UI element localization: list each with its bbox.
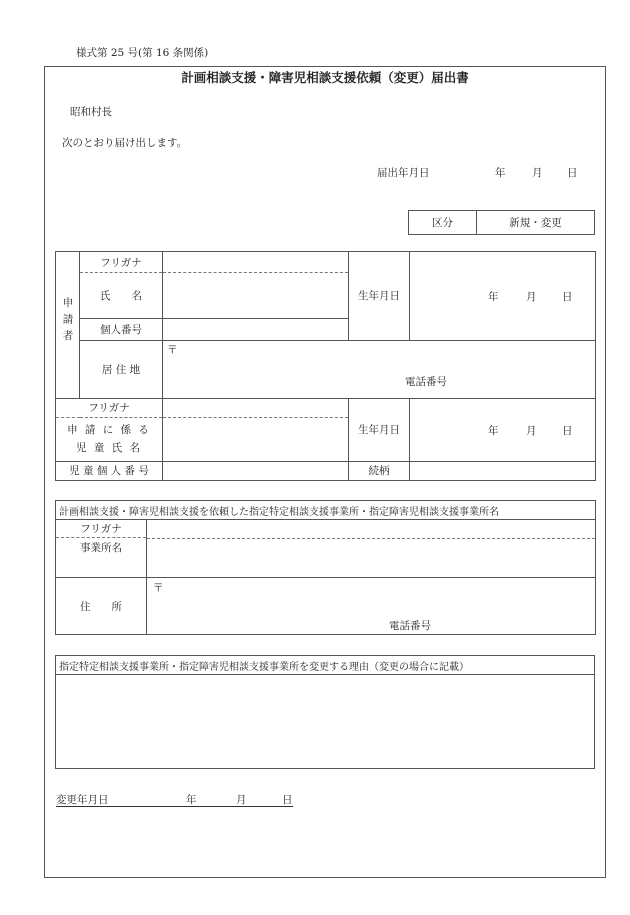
office-table [55, 500, 596, 635]
notification-year-label: 年 [495, 167, 506, 179]
applicant-name-label: 氏 名 [80, 273, 163, 319]
child-id-field[interactable] [163, 461, 349, 480]
applicant-birth-year: 年 [488, 290, 499, 303]
reason-header: 指定特定相談支援事業所・指定障害児相談支援事業所を変更する理由（変更の場合に記載） [56, 656, 595, 675]
applicant-table [55, 251, 596, 481]
child-relation-label: 続柄 [349, 461, 410, 480]
child-furigana-label: フリガナ [56, 399, 163, 417]
category-label: 区分 [409, 211, 477, 235]
change-date-year: 年 [186, 794, 197, 806]
applicant-birth-day: 日 [562, 290, 573, 303]
applicant-furigana-label: フリガナ [80, 252, 163, 273]
applicant-group-label [56, 252, 80, 399]
child-birth-month: 月 [526, 424, 537, 437]
applicant-birth-label: 生年月日 [349, 252, 410, 341]
change-date-month: 月 [236, 794, 247, 806]
child-birth-label: 生年月日 [349, 399, 410, 461]
form-title: 計画相談支援・障害児相談支援依頼（変更）届出書 [181, 70, 469, 85]
office-header: 計画相談支援・障害児相談支援を依頼した指定特定相談支援事業所・指定障害児相談支援事業所名 [56, 501, 596, 520]
reason-field[interactable] [56, 675, 595, 769]
change-date-day: 日 [282, 794, 293, 806]
applicant-group-text: 申請者 [61, 297, 74, 347]
change-date-line[interactable] [56, 792, 293, 807]
applicant-address-label: 居 住 地 [80, 340, 163, 398]
child-name-label [56, 417, 163, 461]
office-name-label: 事業所名 [56, 538, 147, 578]
office-postal-mark: 〒 [153, 582, 164, 594]
child-furigana-field[interactable] [163, 399, 349, 417]
category-box [408, 210, 595, 235]
office-address-label: 住 所 [56, 578, 147, 635]
office-name-field[interactable] [147, 520, 596, 578]
reason-table [55, 655, 595, 769]
change-date-label: 変更年月日 [56, 794, 109, 806]
office-address-field[interactable] [147, 578, 596, 635]
applicant-postal-mark: 〒 [167, 343, 178, 356]
addressee: 昭和村長 [70, 106, 112, 118]
child-birth-day: 日 [562, 424, 573, 437]
office-phone-label: 電話番号 [389, 620, 431, 632]
child-name-field[interactable] [163, 417, 349, 461]
applicant-furigana-field[interactable] [163, 252, 349, 273]
applicant-name-field[interactable] [163, 273, 349, 319]
applicant-phone-label: 電話番号 [405, 375, 447, 388]
office-furigana-label: フリガナ [56, 520, 147, 538]
child-name-line2: 児 童 氏 名 [75, 442, 142, 455]
child-id-label: 児 童 個 人 番 号 [56, 461, 163, 480]
applicant-address-field[interactable] [163, 340, 596, 398]
applicant-id-label: 個人番号 [80, 319, 163, 340]
intro-text: 次のとおり届け出します。 [62, 137, 188, 149]
child-birth-year: 年 [488, 424, 499, 437]
child-birth-field[interactable] [410, 399, 596, 461]
category-value[interactable]: 新規・変更 [477, 211, 595, 235]
office-furigana-field[interactable] [147, 520, 595, 539]
form-number: 様式第 25 号(第 16 条関係) [76, 47, 209, 59]
applicant-birth-field[interactable] [410, 252, 596, 341]
applicant-birth-month: 月 [526, 290, 537, 303]
child-name-line1: 申 請 に 係 る [67, 424, 151, 437]
child-relation-field[interactable] [410, 461, 596, 480]
notification-month-label: 月 [532, 167, 543, 179]
notification-date-label: 届出年月日 [377, 167, 430, 179]
notification-day-label: 日 [567, 167, 578, 179]
applicant-id-field[interactable] [163, 319, 349, 340]
